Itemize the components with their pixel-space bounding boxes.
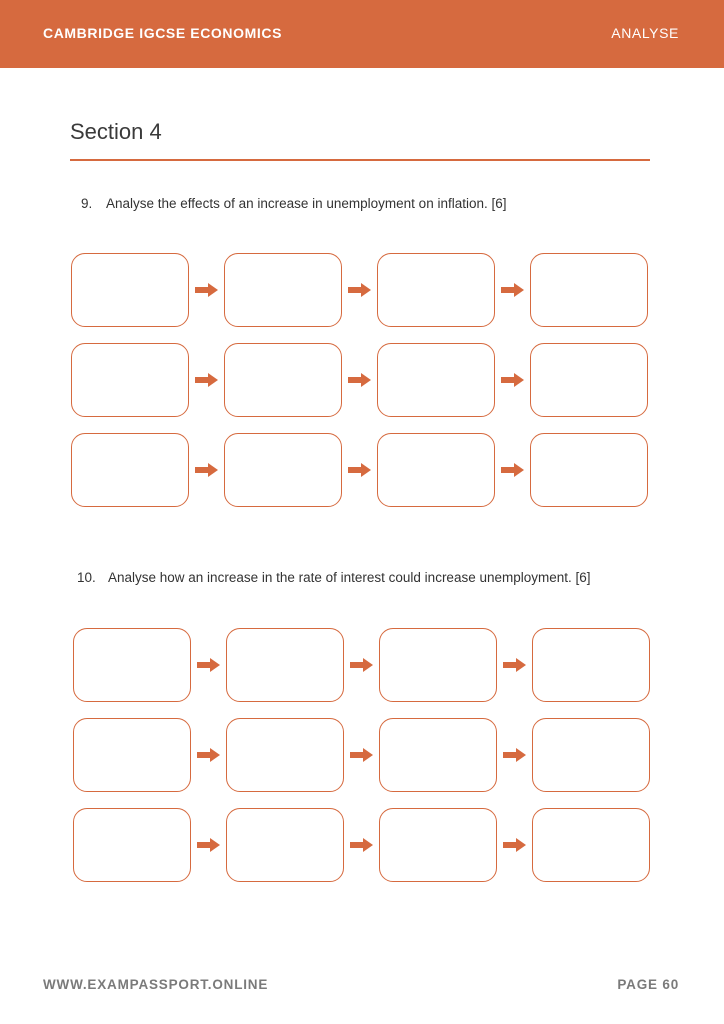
answer-box[interactable]: [73, 628, 191, 702]
right-arrow-icon: [195, 372, 219, 388]
answer-box[interactable]: [532, 628, 650, 702]
right-arrow-icon: [195, 462, 219, 478]
section-divider: [70, 159, 650, 161]
answer-box[interactable]: [226, 808, 344, 882]
answer-box[interactable]: [71, 433, 189, 507]
question-number: 9.: [81, 196, 93, 211]
right-arrow-icon: [348, 282, 372, 298]
answer-box[interactable]: [226, 718, 344, 792]
question-9: [81, 196, 507, 211]
answer-box[interactable]: [73, 718, 191, 792]
right-arrow-icon: [197, 657, 221, 673]
answer-box[interactable]: [379, 628, 497, 702]
right-arrow-icon: [348, 462, 372, 478]
right-arrow-icon: [501, 282, 525, 298]
right-arrow-icon: [503, 657, 527, 673]
answer-box[interactable]: [530, 343, 648, 417]
answer-box[interactable]: [224, 253, 342, 327]
answer-box[interactable]: [73, 808, 191, 882]
question-text: Analyse how an increase in the rate of interest could increase unemployment. [6]: [108, 570, 591, 585]
right-arrow-icon: [503, 837, 527, 853]
answer-box[interactable]: [377, 343, 495, 417]
answer-box[interactable]: [379, 718, 497, 792]
right-arrow-icon: [501, 372, 525, 388]
subject-title: CAMBRIDGE IGCSE ECONOMICS: [43, 25, 283, 41]
answer-box[interactable]: [532, 718, 650, 792]
answer-box[interactable]: [377, 433, 495, 507]
answer-box[interactable]: [377, 253, 495, 327]
website-link[interactable]: WWW.EXAMPASSPORT.ONLINE: [43, 977, 269, 992]
section-title: Section 4: [70, 119, 162, 144]
answer-box[interactable]: [530, 433, 648, 507]
answer-box[interactable]: [224, 433, 342, 507]
right-arrow-icon: [348, 372, 372, 388]
right-arrow-icon: [350, 657, 374, 673]
right-arrow-icon: [503, 747, 527, 763]
right-arrow-icon: [195, 282, 219, 298]
answer-box[interactable]: [226, 628, 344, 702]
answer-box[interactable]: [532, 808, 650, 882]
right-arrow-icon: [197, 747, 221, 763]
answer-box[interactable]: [530, 253, 648, 327]
right-arrow-icon: [197, 837, 221, 853]
answer-box[interactable]: [224, 343, 342, 417]
question-10: [77, 570, 591, 585]
question-text: Analyse the effects of an increase in unemployment on inflation. [6]: [106, 196, 507, 211]
answer-box[interactable]: [71, 343, 189, 417]
answer-box[interactable]: [71, 253, 189, 327]
page-number: PAGE 60: [617, 977, 679, 992]
right-arrow-icon: [350, 747, 374, 763]
question-number: 10.: [77, 570, 96, 585]
right-arrow-icon: [501, 462, 525, 478]
answer-box[interactable]: [379, 808, 497, 882]
right-arrow-icon: [350, 837, 374, 853]
skill-label: ANALYSE: [611, 25, 679, 41]
page-header: [0, 0, 724, 68]
